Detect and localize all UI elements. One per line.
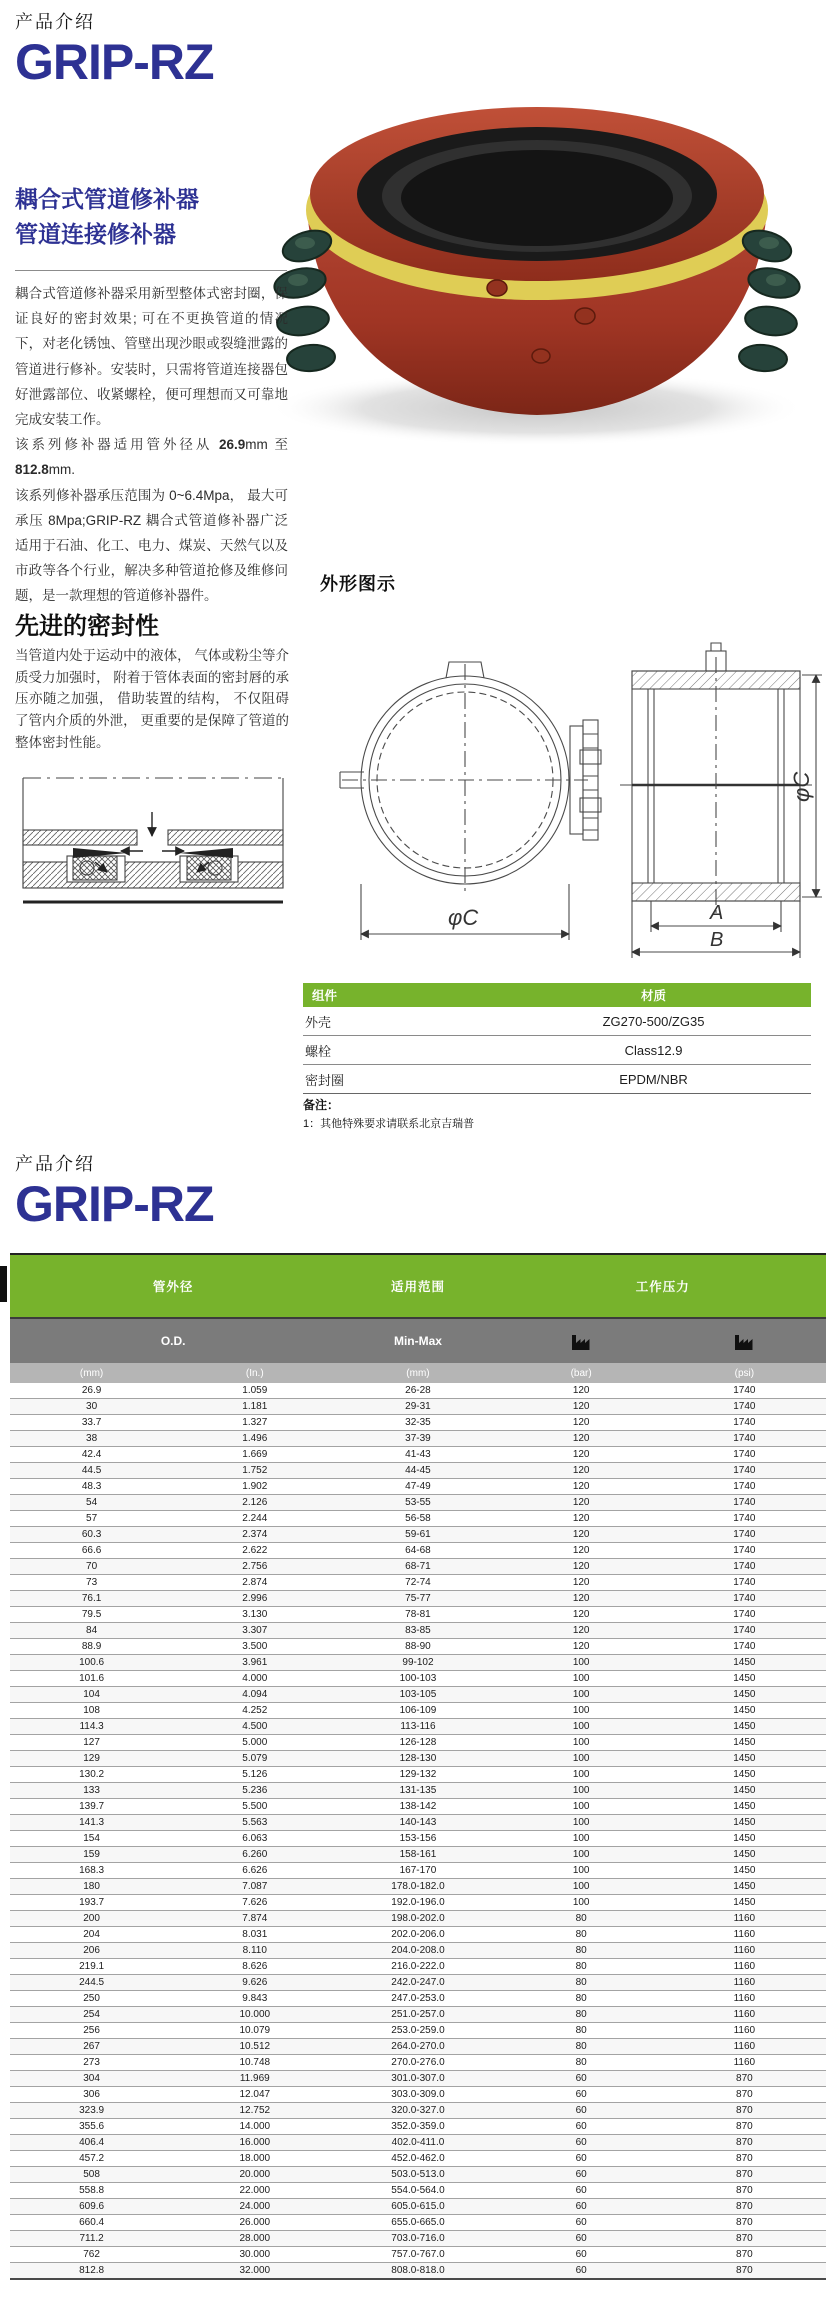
spec-row: 267 10.512 264.0-270.0 80 1160 xyxy=(10,2039,826,2055)
intro-divider xyxy=(15,270,287,271)
sealing-heading: 先进的密封性 xyxy=(15,613,159,640)
spec-row: 108 4.252 106-109 100 1450 xyxy=(10,1703,826,1719)
spec-unit-in: (In.) xyxy=(173,1363,336,1383)
intro-text xyxy=(15,281,288,609)
brand-title-2: GRIP-RZ xyxy=(15,1176,214,1232)
spec-row: 26.9 1.059 26-28 120 1740 xyxy=(10,1383,826,1399)
pressure-factory-icon xyxy=(732,1331,756,1351)
section2-header xyxy=(15,1150,214,1232)
clamp-shell-right xyxy=(168,830,283,845)
spec-row: 323.9 12.752 320.0-327.0 60 870 xyxy=(10,2103,826,2119)
spec-row: 200 7.874 198.0-202.0 80 1160 xyxy=(10,1911,826,1927)
spec-row: 609.6 24.000 605.0-615.0 60 870 xyxy=(10,2199,826,2215)
spec-row: 30 1.181 29-31 120 1740 xyxy=(10,1399,826,1415)
spec-row: 508 20.000 503.0-513.0 60 870 xyxy=(10,2167,826,2183)
spec-row: 48.3 1.902 47-49 120 1740 xyxy=(10,1479,826,1495)
note-title: 备注： xyxy=(303,1098,340,1112)
intro-para3: 该系列修补器承压范围为 0~6.4Mpa， 最大可承压 8Mpa;GRIP-RZ 耦合式管道修补器广泛适用于石油、化工、电力、煤炭、天然气以及市政等各个行业，解决多种管道抢修及维修问题，是一款理想的管道修补器件。 xyxy=(15,487,288,604)
spec-row: 660.4 26.000 655.0-665.0 60 870 xyxy=(10,2215,826,2231)
material-row: 密封圈 EPDM/NBR xyxy=(303,1065,811,1094)
spec-unit-psi: (psi) xyxy=(663,1363,826,1383)
spec-row: 159 6.260 158-161 100 1450 xyxy=(10,1847,826,1863)
dim-label-a: A xyxy=(710,902,724,924)
intro-heading-line2: 管道连接修补器 xyxy=(15,221,176,247)
spec-row: 204 8.031 202.0-206.0 80 1160 xyxy=(10,1927,826,1943)
dim-label-front-c: φC xyxy=(448,905,479,930)
spec-group-range: 适用范围 xyxy=(336,1254,499,1318)
note-line-1: 1：其他特殊要求请联系北京吉瑞普 xyxy=(303,1118,475,1130)
spec-unit-bar: (bar) xyxy=(500,1363,663,1383)
spec-sub-od: O.D. xyxy=(10,1318,336,1363)
spec-group-header-row xyxy=(10,1254,826,1318)
spec-row: 33.7 1.327 32-35 120 1740 xyxy=(10,1415,826,1431)
sealing-diagram xyxy=(15,772,291,908)
materials-note xyxy=(303,1096,474,1131)
spec-row: 254 10.000 251.0-257.0 80 1160 xyxy=(10,2007,826,2023)
spec-row: 304 11.969 301.0-307.0 60 870 xyxy=(10,2071,826,2087)
spec-row: 406.4 16.000 402.0-411.0 60 870 xyxy=(10,2135,826,2151)
spec-row: 219.1 8.626 216.0-222.0 80 1160 xyxy=(10,1959,826,1975)
outline-drawings xyxy=(330,622,825,974)
technical-drawings xyxy=(330,622,825,974)
spec-row: 54 2.126 53-55 120 1740 xyxy=(10,1495,826,1511)
intro-para2: 该系列修补器适用管外径从 26.9mm 至 812.8mm. xyxy=(15,437,288,478)
spec-row: 141.3 5.563 140-143 100 1450 xyxy=(10,1815,826,1831)
seal-block-right xyxy=(187,856,231,880)
materials-table xyxy=(303,983,811,1094)
spec-row: 101.6 4.000 100-103 100 1450 xyxy=(10,1671,826,1687)
dim-label-b: B xyxy=(710,929,724,951)
spec-row: 244.5 9.626 242.0-247.0 80 1160 xyxy=(10,1975,826,1991)
product-photo xyxy=(245,78,830,453)
page-edge-mark xyxy=(0,1266,7,1302)
pressure-factory-icon xyxy=(569,1331,593,1351)
spec-row: 306 12.047 303.0-309.0 60 870 xyxy=(10,2087,826,2103)
spec-row: 256 10.079 253.0-259.0 80 1160 xyxy=(10,2023,826,2039)
spec-unit-header-row xyxy=(10,1363,826,1383)
material-row: 外壳 ZG270-500/ZG35 xyxy=(303,1007,811,1036)
front-view-drawing xyxy=(340,662,601,940)
spec-sub-header-row xyxy=(10,1318,826,1363)
spec-row: 154 6.063 153-156 100 1450 xyxy=(10,1831,826,1847)
spec-row: 88.9 3.500 88-90 120 1740 xyxy=(10,1639,826,1655)
materials-header-row xyxy=(303,983,811,1007)
spec-row: 180 7.087 178.0-182.0 100 1450 xyxy=(10,1879,826,1895)
spec-row: 70 2.756 68-71 120 1740 xyxy=(10,1559,826,1575)
spec-row: 76.1 2.996 75-77 120 1740 xyxy=(10,1591,826,1607)
materials-body xyxy=(303,1007,811,1094)
spec-row: 250 9.843 247.0-253.0 80 1160 xyxy=(10,1991,826,2007)
spec-table-body xyxy=(10,1383,826,2279)
outline-heading: 外形图示 xyxy=(320,574,396,594)
section1-kicker: 产品介绍 xyxy=(15,12,95,32)
spec-row: 273 10.748 270.0-276.0 80 1160 xyxy=(10,2055,826,2071)
spec-group-pressure: 工作压力 xyxy=(500,1254,826,1318)
spec-row: 38 1.496 37-39 120 1740 xyxy=(10,1431,826,1447)
spec-row: 114.3 4.500 113-116 100 1450 xyxy=(10,1719,826,1735)
seal-cross-section xyxy=(15,772,291,908)
spec-row: 79.5 3.130 78-81 120 1740 xyxy=(10,1607,826,1623)
spec-sub-range: Min-Max xyxy=(336,1318,499,1363)
spec-row: 193.7 7.626 192.0-196.0 100 1450 xyxy=(10,1895,826,1911)
spec-row: 355.6 14.000 352.0-359.0 60 870 xyxy=(10,2119,826,2135)
intro-heading-line1: 耦合式管道修补器 xyxy=(15,186,199,212)
spec-row: 84 3.307 83-85 120 1740 xyxy=(10,1623,826,1639)
section2-kicker: 产品介绍 xyxy=(15,1154,95,1174)
spec-row: 139.7 5.500 138-142 100 1450 xyxy=(10,1799,826,1815)
materials-header-material: 材质 xyxy=(496,983,811,1007)
material-row: 螺栓 Class12.9 xyxy=(303,1036,811,1065)
spec-row: 57 2.244 56-58 120 1740 xyxy=(10,1511,826,1527)
spec-row: 711.2 28.000 703.0-716.0 60 870 xyxy=(10,2231,826,2247)
coupling-photo-illustration xyxy=(245,78,830,453)
spec-unit-range-mm: (mm) xyxy=(336,1363,499,1383)
spec-unit-mm: (mm) xyxy=(10,1363,173,1383)
spec-group-od: 管外径 xyxy=(10,1254,336,1318)
section1-header xyxy=(15,8,214,90)
spec-row: 100.6 3.961 99-102 100 1450 xyxy=(10,1655,826,1671)
bore-opening xyxy=(401,150,673,246)
sealing-para: 当管道内处于运动中的液体， 气体或粉尘等介质受力加强时， 附着于管体表面的密封唇的承压亦随之加强， 借助装置的结构， 不仅阻碍了管内介质的外泄， 更重要的是保障了管道的整体密封性能。 xyxy=(15,648,289,750)
spec-row: 457.2 18.000 452.0-462.0 60 870 xyxy=(10,2151,826,2167)
spec-row: 130.2 5.126 129-132 100 1450 xyxy=(10,1767,826,1783)
dim-label-side-c: φC xyxy=(789,771,814,802)
spec-row: 104 4.094 103-105 100 1450 xyxy=(10,1687,826,1703)
spec-row: 206 8.110 204.0-208.0 80 1160 xyxy=(10,1943,826,1959)
brand-title: GRIP-RZ xyxy=(15,34,214,90)
spec-row: 762 30.000 757.0-767.0 60 870 xyxy=(10,2247,826,2263)
spec-row: 66.6 2.622 64-68 120 1740 xyxy=(10,1543,826,1559)
clamp-shell-left xyxy=(23,830,137,845)
spec-row: 73 2.874 72-74 120 1740 xyxy=(10,1575,826,1591)
intro-heading xyxy=(15,182,199,252)
spec-row: 44.5 1.752 44-45 120 1740 xyxy=(10,1463,826,1479)
spec-row: 133 5.236 131-135 100 1450 xyxy=(10,1783,826,1799)
spec-row: 60.3 2.374 59-61 120 1740 xyxy=(10,1527,826,1543)
spec-table xyxy=(10,1253,826,2280)
intro-para1: 耦合式管道修补器采用新型整体式密封圈，保证良好的密封效果; 可在不更换管道的情况下，对老化锈蚀、管壁出现沙眼或裂缝泄露的管道进行修补。安装时，只需将管道连接器包好泄露部位、收紧螺栓，便可理想而又可靠地完成安装工作。 xyxy=(15,286,288,428)
materials-header-component: 组件 xyxy=(303,983,496,1007)
spec-row: 127 5.000 126-128 100 1450 xyxy=(10,1735,826,1751)
spec-row: 42.4 1.669 41-43 120 1740 xyxy=(10,1447,826,1463)
spec-row: 129 5.079 128-130 100 1450 xyxy=(10,1751,826,1767)
spec-row: 558.8 22.000 554.0-564.0 60 870 xyxy=(10,2183,826,2199)
pipe-wall-hatch xyxy=(23,862,283,888)
spec-row: 812.8 32.000 808.0-818.0 60 870 xyxy=(10,2263,826,2280)
spec-row: 168.3 6.626 167-170 100 1450 xyxy=(10,1863,826,1879)
